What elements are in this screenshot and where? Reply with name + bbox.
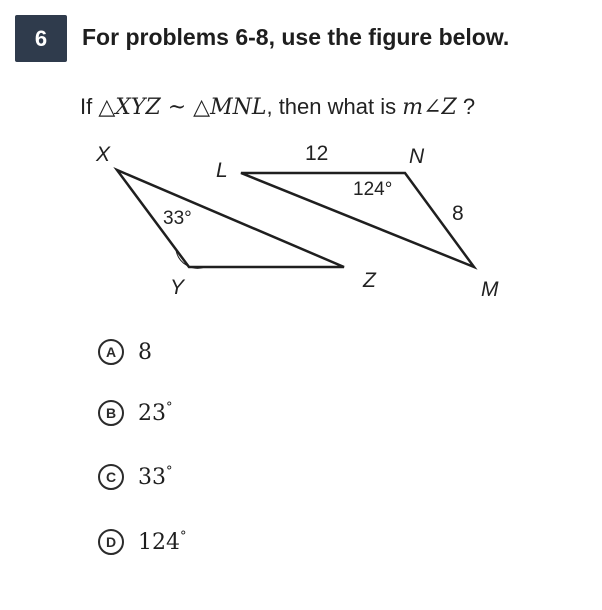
label-x: X xyxy=(96,143,111,166)
triangle-xyz-shape xyxy=(117,170,344,267)
question-number-badge: 6 xyxy=(15,15,67,62)
choice-a[interactable] xyxy=(98,339,152,365)
similar-symbol: ~ xyxy=(160,95,194,120)
choice-d-text: 124° xyxy=(138,529,187,555)
prompt-middle: , then what is xyxy=(266,94,403,119)
angle-z-measure: m∠Z xyxy=(402,95,457,120)
choice-c-text: 33° xyxy=(138,464,173,490)
choice-d-bubble[interactable]: D xyxy=(98,529,124,555)
question-instruction: For problems 6-8, use the figure below. xyxy=(82,24,510,50)
prompt-prefix: If xyxy=(80,94,99,119)
triangle-mnl: △MNL xyxy=(193,95,267,120)
label-m: M xyxy=(481,278,499,301)
label-l: L xyxy=(216,159,228,182)
label-y: Y xyxy=(170,276,185,299)
label-angle-n: 124° xyxy=(353,179,393,200)
choice-a-text: 8 xyxy=(138,340,152,365)
label-angle-y: 33° xyxy=(163,208,192,229)
choice-b-text: 23° xyxy=(138,400,173,426)
angle-y-arc xyxy=(176,250,205,268)
choice-c[interactable] xyxy=(98,464,173,490)
triangle-xyz: △XYZ xyxy=(98,95,161,120)
label-side-nm: 8 xyxy=(452,202,464,225)
choice-d[interactable] xyxy=(98,529,187,555)
label-z: Z xyxy=(363,269,376,292)
choice-b-bubble[interactable]: B xyxy=(98,400,124,426)
choice-c-bubble[interactable]: C xyxy=(98,464,124,490)
label-n: N xyxy=(409,145,425,168)
choice-b[interactable] xyxy=(98,400,173,426)
label-side-ln: 12 xyxy=(305,142,329,165)
prompt-suffix: ? xyxy=(456,94,476,119)
choice-a-bubble[interactable]: A xyxy=(98,339,124,365)
